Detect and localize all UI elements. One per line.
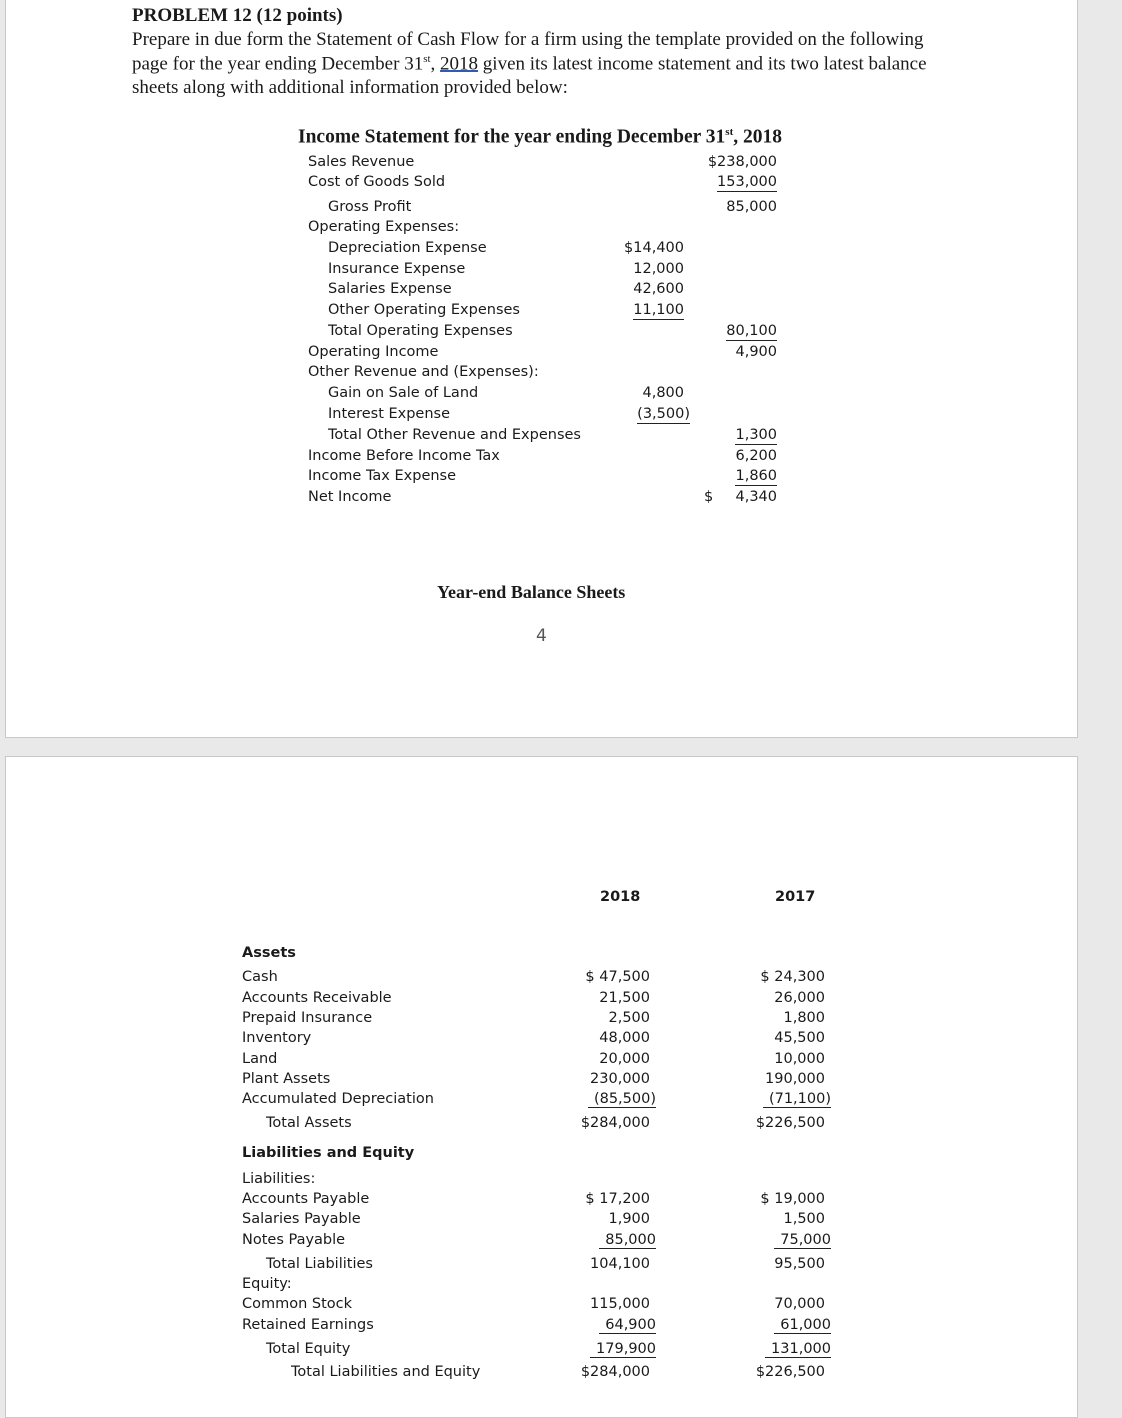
bs-value-2018: $284,000 [580, 1364, 650, 1380]
bs-label: Land [242, 1051, 278, 1067]
is-row-other-opex [6, 302, 1077, 322]
bs-label: Accounts Payable [242, 1191, 370, 1207]
bs-value-2017: 1,500 [783, 1211, 825, 1227]
is-label: Other Revenue and (Expenses): [308, 364, 539, 380]
bs-label: Salaries Payable [242, 1211, 361, 1227]
is-row-interest-expense [6, 406, 1077, 426]
bs-row-notes-payable [6, 1232, 1077, 1252]
is-row-net-income [6, 489, 1077, 509]
is-row-gross-profit [6, 199, 1077, 219]
is-label: Total Operating Expenses [328, 323, 513, 339]
is-row-other-revenue-heading [6, 364, 1077, 384]
is-label: Income Tax Expense [308, 468, 457, 484]
is-row-operating-expenses-heading [6, 219, 1077, 239]
bs-value-2018: 64,900 [599, 1317, 656, 1334]
bs-value-2018: 20,000 [599, 1051, 650, 1067]
bs-row-land [6, 1051, 1077, 1071]
bs-liab-equity-heading [6, 1145, 1077, 1165]
bs-row-total-liabilities [6, 1256, 1077, 1276]
bs-row-salaries-payable [6, 1211, 1077, 1231]
intro-line-1: Prepare in due form the Statement of Cash Flow for a firm using the template provided on the following [132, 29, 924, 50]
bs-value-2018: 230,000 [590, 1071, 650, 1087]
bs-value-2017: 70,000 [774, 1296, 825, 1312]
is-label: Depreciation Expense [328, 240, 487, 256]
bs-value-2017: 10,000 [774, 1051, 825, 1067]
is-value: 4,340 [735, 489, 777, 505]
is-row-total-other [6, 427, 1077, 447]
is-label: Income Before Income Tax [308, 448, 500, 464]
document-page-1 [5, 0, 1078, 738]
is-value: $238,000 [707, 154, 777, 170]
is-label: Insurance Expense [328, 261, 466, 277]
is-title-suffix: , 2018 [733, 126, 782, 148]
bs-label: Inventory [242, 1030, 312, 1046]
is-label: Net Income [308, 489, 392, 505]
bs-label: Accumulated Depreciation [242, 1091, 434, 1107]
column-header-2017: 2017 [775, 889, 816, 905]
is-row-total-opex [6, 323, 1077, 343]
bs-value-2018: 2,500 [608, 1010, 650, 1026]
bs-value-2018: 1,900 [608, 1211, 650, 1227]
bs-value-2017: $226,500 [755, 1115, 825, 1131]
is-value: 1,860 [735, 468, 777, 484]
intro-line-2-prefix: page for the year ending December 31 [132, 53, 424, 75]
is-label: Operating Expenses: [308, 219, 460, 235]
bs-value-2017: 190,000 [765, 1071, 825, 1087]
is-label: Cost of Goods Sold [308, 174, 446, 190]
column-header-2018: 2018 [600, 889, 641, 905]
intro-line-2 [132, 53, 927, 75]
bs-value-2017: $ 24,300 [760, 969, 825, 985]
bs-row-total-liab-equity [6, 1364, 1077, 1384]
bs-value-2017: 1,800 [783, 1010, 825, 1026]
bs-label: Retained Earnings [242, 1317, 374, 1333]
bs-label: Notes Payable [242, 1232, 346, 1248]
bs-value-2017: $226,500 [755, 1364, 825, 1380]
is-row-insurance [6, 261, 1077, 281]
is-row-gain-on-land [6, 385, 1077, 405]
bs-label: Prepaid Insurance [242, 1010, 373, 1026]
is-value: 153,000 [717, 174, 777, 190]
bs-value-2018: 85,000 [599, 1232, 656, 1249]
is-value: $14,400 [624, 240, 684, 256]
intro-line-2-sup: st [423, 53, 431, 65]
bs-row-total-equity [6, 1341, 1077, 1361]
bs-value-2018: 104,100 [590, 1256, 650, 1272]
intro-line-3: sheets along with additional information provided below: [132, 77, 568, 98]
bs-value-2017: 131,000 [765, 1341, 831, 1358]
bs-row-accounts-receivable [6, 990, 1077, 1010]
bs-row-accumulated-depreciation [6, 1091, 1077, 1111]
bs-row-cash [6, 969, 1077, 989]
bs-value-2018: $ 47,500 [585, 969, 650, 985]
is-row-cogs [6, 174, 1077, 194]
bs-value-2017: $ 19,000 [760, 1191, 825, 1207]
bs-label: Equity: [242, 1276, 292, 1292]
page-number: 4 [536, 626, 547, 646]
bs-label: Total Assets [266, 1115, 352, 1131]
bs-assets-heading [6, 945, 1077, 965]
is-value: 4,900 [735, 344, 777, 360]
bs-label: Liabilities: [242, 1171, 316, 1187]
is-label: Total Other Revenue and Expenses [328, 427, 581, 443]
is-label: Interest Expense [328, 406, 451, 422]
bs-row-common-stock [6, 1296, 1077, 1316]
balance-sheet-title: Year-end Balance Sheets [437, 582, 626, 602]
is-value: 80,100 [726, 323, 777, 339]
bs-value-2018: 48,000 [599, 1030, 650, 1046]
is-label: Gross Profit [328, 199, 412, 215]
bs-value-2018: 179,900 [590, 1341, 656, 1358]
is-value: 42,600 [633, 281, 684, 297]
bs-row-inventory [6, 1030, 1077, 1050]
bs-label: Common Stock [242, 1296, 353, 1312]
intro-line-2-suffix: given its latest income statement and its two latest balance [478, 53, 927, 75]
bs-label: Cash [242, 969, 278, 985]
is-row-income-tax [6, 468, 1077, 488]
bs-label: Plant Assets [242, 1071, 331, 1087]
is-value: 85,000 [726, 199, 777, 215]
is-row-salaries [6, 281, 1077, 301]
bs-value-2018: 21,500 [599, 990, 650, 1006]
bs-value-2018: $ 17,200 [585, 1191, 650, 1207]
is-value: 1,300 [735, 427, 777, 443]
is-label: Other Operating Expenses [328, 302, 520, 318]
bs-row-total-assets [6, 1115, 1077, 1135]
is-value: (3,500) [637, 406, 690, 422]
bs-value-2017: 45,500 [774, 1030, 825, 1046]
intro-year: 2018 [440, 53, 479, 75]
income-statement-title [298, 126, 782, 149]
is-value: 11,100 [633, 302, 684, 318]
bs-value-2017: 95,500 [774, 1256, 825, 1272]
bs-liabilities-heading [6, 1171, 1077, 1191]
is-dollar-sign: $ [704, 489, 714, 505]
document-page-2 [5, 756, 1078, 1418]
is-label: Operating Income [308, 344, 439, 360]
bs-label: Accounts Receivable [242, 990, 392, 1006]
is-row-depreciation [6, 240, 1077, 260]
bs-value-2017: 75,000 [774, 1232, 831, 1249]
bs-label: Total Liabilities [266, 1256, 373, 1272]
is-label: Salaries Expense [328, 281, 452, 297]
bs-value-2018: 115,000 [590, 1296, 650, 1312]
is-value: 6,200 [735, 448, 777, 464]
problem-title: PROBLEM 12 (12 points) [132, 5, 343, 26]
is-row-sales-revenue [6, 154, 1077, 174]
is-title-sup: st [725, 126, 734, 138]
is-value: 4,800 [642, 385, 684, 401]
is-title-prefix: Income Statement for the year ending December 31 [298, 126, 726, 148]
is-row-operating-income [6, 344, 1077, 364]
is-label: Sales Revenue [308, 154, 415, 170]
intro-line-2-comma: , [430, 53, 441, 75]
bs-label: Liabilities and Equity [242, 1145, 415, 1161]
bs-row-prepaid-insurance [6, 1010, 1077, 1030]
bs-label: Assets [242, 945, 296, 961]
is-row-income-before-tax [6, 448, 1077, 468]
bs-label: Total Liabilities and Equity [291, 1364, 481, 1380]
bs-value-2017: 61,000 [774, 1317, 831, 1334]
bs-equity-heading [6, 1276, 1077, 1296]
bs-row-accounts-payable [6, 1191, 1077, 1211]
bs-value-2018: (85,500) [588, 1091, 656, 1108]
bs-value-2017: (71,100) [763, 1091, 831, 1108]
is-label: Gain on Sale of Land [328, 385, 479, 401]
bs-row-plant-assets [6, 1071, 1077, 1091]
bs-value-2017: 26,000 [774, 990, 825, 1006]
bs-value-2018: $284,000 [580, 1115, 650, 1131]
is-value: 12,000 [633, 261, 684, 277]
bs-row-retained-earnings [6, 1317, 1077, 1337]
bs-label: Total Equity [266, 1341, 351, 1357]
